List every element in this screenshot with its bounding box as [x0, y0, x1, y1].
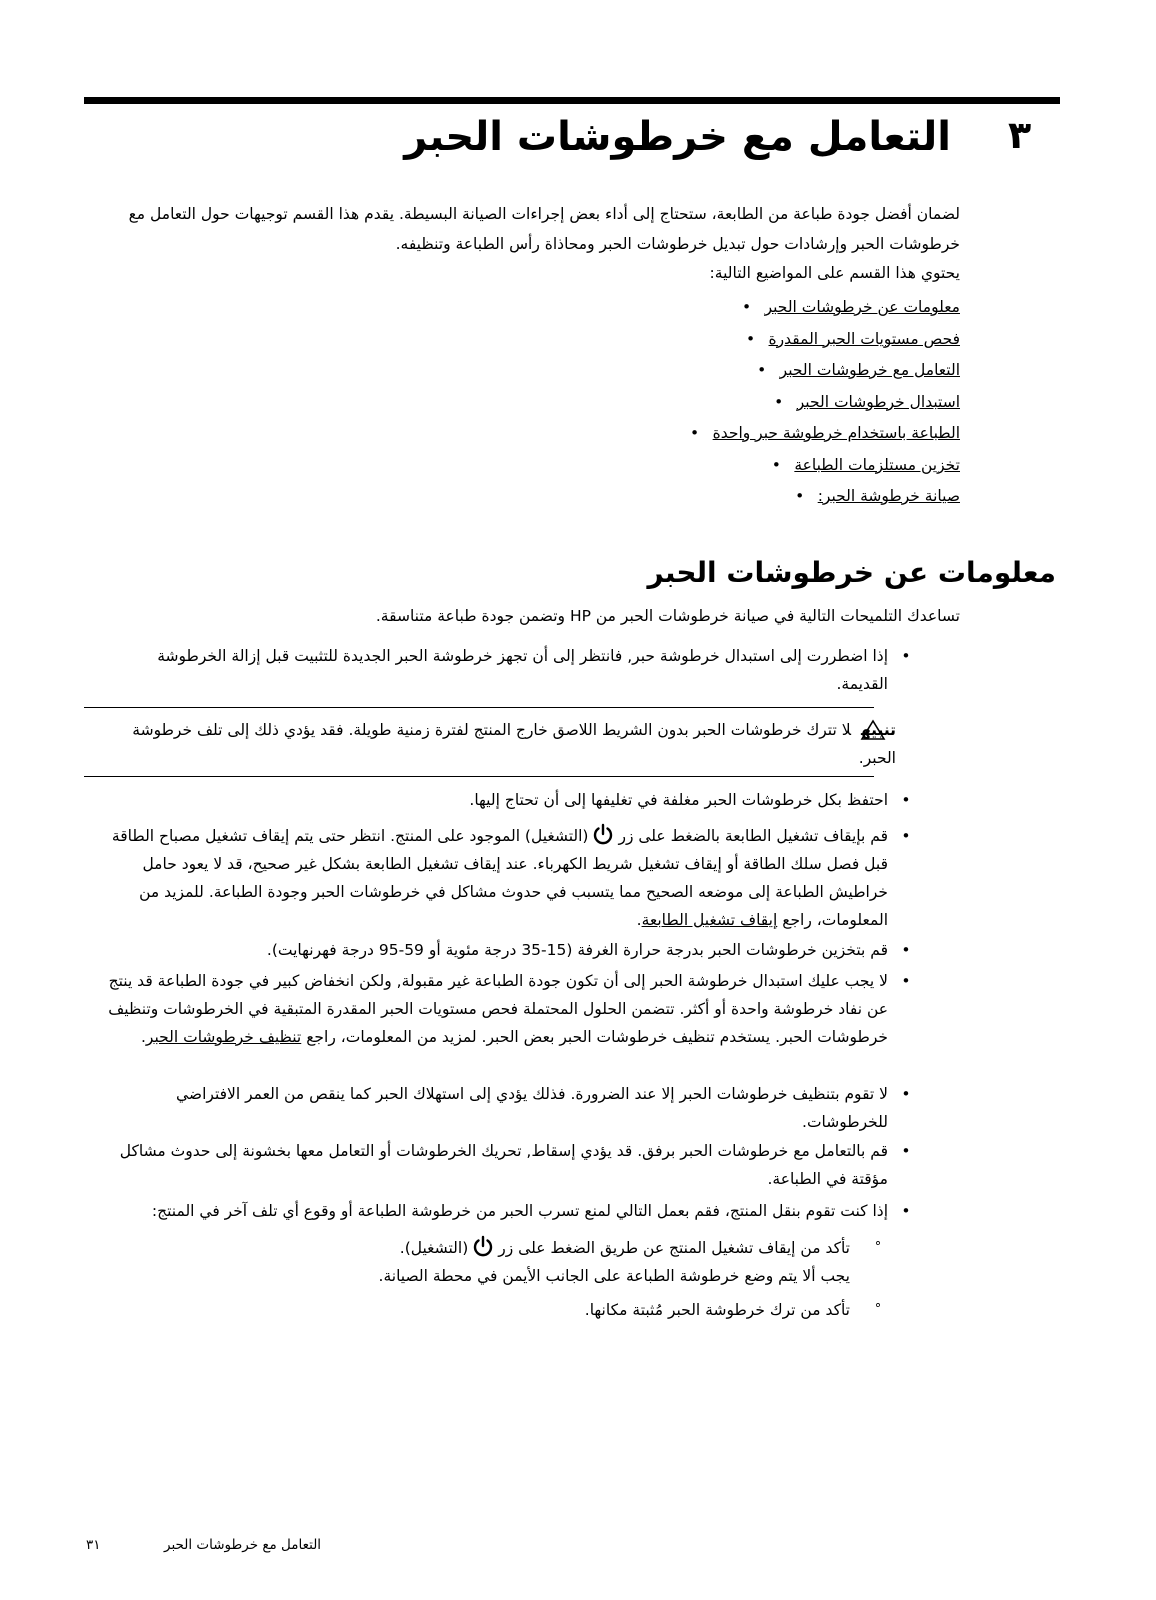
page-number: ٣١ — [86, 1537, 101, 1553]
item-text: إذا كنت تقوم بنقل المنتج، فقم بعمل التالي لمنع تسرب الحبر من خرطوشة الطباعة أو وقوع أي تلف آخر في المنتج: — [151, 1202, 888, 1220]
toc-link[interactable]: صيانة خرطوشة الحبر: — [817, 487, 960, 505]
item-text-part: لا يجب عليك استبدال خرطوشة الحبر إلى أن تكون جودة الطباعة غير مقبولة, ولكن انخفاض كبير في جودة الطباعة قد ينتج عن نفاد خرطوشة واحدة أو أكثر. تتضمن الحلول المحتملة فحص مستويات الحبر المقدرة المتبقية في الخرطوشات وتنظيف خرطوشات الحبر. يستخدم تنظيف خرطوشات الحبر بعض الحبر. لمزيد من المعلومات، راجع — [108, 972, 888, 1046]
list-item — [108, 642, 911, 698]
item-text-part: (التشغيل). — [399, 1239, 469, 1257]
item-text-part: يجب ألا يتم وضع خرطوشة الطباعة على الجانب الأيمن في محطة الصيانة. — [378, 1267, 850, 1285]
toc-item — [677, 424, 960, 456]
bullet-dot: • — [901, 1085, 911, 1103]
toc-link[interactable]: استبدال خرطوشات الحبر — [796, 392, 960, 411]
bullet-dot: • — [690, 424, 700, 442]
item-text: إذا اضطررت إلى استبدال خرطوشة حبر, فانتظر إلى أن تجهز خرطوشة الحبر الجديدة للتثبيت قبل إزالة الخرطوشة القديمة. — [157, 647, 888, 693]
toc-item — [677, 456, 960, 488]
power-off-link[interactable]: إيقاف تشغيل الطابعة — [641, 911, 778, 929]
toc-item — [677, 330, 960, 362]
bullet-dot: • — [774, 392, 784, 411]
bullet-dot: • — [901, 1142, 911, 1160]
caution-label: تنبيه — [860, 721, 896, 739]
item-text: قم بالتعامل مع خرطوشات الحبر برفق. قد يؤدي إسقاط, تحريك الخرطوشات أو التعامل معها بخشونة إلى حدوث مشاكل مؤقتة في الطباعة. — [119, 1142, 888, 1188]
item-text-part: (التشغيل) الموجود على المنتج. انتظر حتى يتم إيقاف تشغيل مصباح الطاقة قبل فصل سلك الطاقة أو إيقاف تشغيل شريط الكهرباء. عند إيقاف تشغيل الطابعة بشكل غير صحيح، قد لا يعود حامل خراطيش الطباعة إلى موضعه الصحيح مما يتسبب في حدوث مشاكل في خرطوشات الحبر وجودة الطباعة. للمزيد من المعلومات، راجع — [111, 827, 888, 929]
list-item — [108, 786, 911, 814]
list-item — [88, 967, 911, 1051]
bullet-dot: • — [757, 361, 767, 379]
power-icon — [471, 1235, 495, 1259]
bullet-dot: • — [901, 827, 911, 845]
list-item — [88, 1197, 911, 1225]
toc-item — [677, 298, 960, 330]
toc-link[interactable]: الطباعة باستخدام خرطوشة حبر واحدة — [712, 424, 960, 442]
caution-note — [116, 716, 896, 772]
item-text: احتفظ بكل خرطوشات الحبر مغلفة في تغليفها إلى أن تحتاج إليها. — [469, 791, 888, 809]
sub-list-item — [150, 1234, 882, 1290]
toc-link[interactable]: معلومات عن خرطوشات الحبر — [764, 298, 960, 316]
item-text-part: تأكد من إيقاف تشغيل المنتج عن طريق الضغط على زر — [498, 1239, 850, 1257]
sub-bullet-circle: ° — [874, 1240, 882, 1255]
section-intro: تساعدك التلميحات التالية في صيانة خرطوشات الحبر من HP وتضمن جودة طباعة متناسقة. — [375, 607, 960, 625]
caution-text: لا تترك خرطوشات الحبر بدون الشريط اللاصق خارج المنتج لفترة زمنية طويلة. فقد يؤدي ذلك إلى تلف خرطوشة الحبر. — [132, 721, 896, 767]
item-text-part: قم بإيقاف تشغيل الطابعة بالضغط على زر — [618, 827, 888, 845]
item-text: قم بتخزين خرطوشات الحبر بدرجة حرارة الغرفة (15-35 درجة مئوية أو 59-95 درجة فهرنهايت). — [266, 941, 888, 959]
list-item — [108, 936, 911, 964]
contains-label: يحتوي هذا القسم على المواضيع التالية: — [709, 264, 960, 282]
bullet-dot: • — [901, 941, 911, 959]
item-text: قم بإيقاف تشغيل الطابعة بالضغط على زر(التشغيل) الموجود على المنتج. انتظر حتى يتم إيقاف تشغيل مصباح الطاقة قبل فصل سلك الطاقة أو إيقاف تشغيل شريط الكهرباء. عند إيقاف تشغيل الطابعة بشكل غير صحيح، قد لا يعود حامل خراطيش الطباعة إلى موضعه الصحيح مما يتسبب في حدوث مشاكل في خرطوشات الحبر وجودة الطباعة. للمزيد من المعلومات، راجع إيقاف تشغيل الطابعة. — [108, 822, 888, 934]
bullet-dot: • — [771, 455, 781, 474]
item-text: لا تقوم بتنظيف خرطوشات الحبر إلا عند الضرورة. فذلك يؤدي إلى استهلاك الحبر كما ينقص من العمر الافتراضي للخرطوشات. — [176, 1085, 888, 1131]
bullet-dot: • — [745, 329, 756, 348]
bullet-dot: • — [901, 647, 911, 665]
bullet-dot: • — [901, 1202, 911, 1220]
bullet-dot: • — [742, 298, 752, 316]
bullet-dot: • — [901, 791, 911, 809]
toc-item — [677, 487, 960, 519]
sub-bullet-circle: ° — [874, 1302, 882, 1317]
chapter-number: ٣ — [1008, 113, 1032, 157]
section-title: معلومات عن خرطوشات الحبر — [647, 556, 1056, 589]
list-item — [108, 1137, 911, 1193]
bullet-dot: • — [795, 487, 805, 505]
footer-chapter-title: التعامل مع خرطوشات الحبر — [164, 1537, 322, 1553]
toc-item — [677, 393, 960, 425]
sub-list-item — [150, 1296, 882, 1324]
toc-link[interactable]: فحص مستويات الحبر المقدرة — [768, 329, 960, 348]
caution-bottom-rule — [84, 776, 874, 777]
toc-link[interactable]: تخزين مستلزمات الطباعة — [794, 455, 960, 474]
chapter-top-rule — [84, 97, 1060, 104]
toc-item — [677, 361, 960, 393]
list-item — [88, 1080, 911, 1136]
bullet-dot: • — [901, 972, 911, 990]
power-icon — [591, 823, 615, 847]
chapter-title: التعامل مع خرطوشات الحبر — [404, 114, 951, 160]
toc-link[interactable]: التعامل مع خرطوشات الحبر — [779, 361, 960, 379]
clean-cartridges-link[interactable]: تنظيف خرطوشات الحبر — [145, 1028, 302, 1046]
toc-list — [677, 298, 960, 519]
caution-top-rule — [84, 707, 874, 708]
chapter-intro: لضمان أفضل جودة طباعة من الطابعة، ستحتاج إلى أداء بعض إجراءات الصيانة البسيطة. يقدم هذا القسم توجيهات حول التعامل مع خرطوشات الحبر وإرشادات حول تبديل خرطوشات الحبر ومحاذاة رأس الطباعة وتنظيفه. — [128, 205, 960, 253]
list-item — [108, 822, 911, 934]
item-text-part: تأكد من ترك خرطوشة الحبر مُثبتة مكانها. — [584, 1301, 850, 1319]
item-text: لا يجب عليك استبدال خرطوشة الحبر إلى أن تكون جودة الطباعة غير مقبولة, ولكن انخفاض كبير في جودة الطباعة قد ينتج عن نفاد خرطوشة واحدة أو أكثر. تتضمن الحلول المحتملة فحص مستويات الحبر المقدرة المتبقية في الخرطوشات وتنظيف خرطوشات الحبر. يستخدم تنظيف خرطوشات الحبر بعض الحبر. لمزيد من المعلومات، راجع تنظيف خرطوشات الحبر. — [108, 972, 888, 1046]
